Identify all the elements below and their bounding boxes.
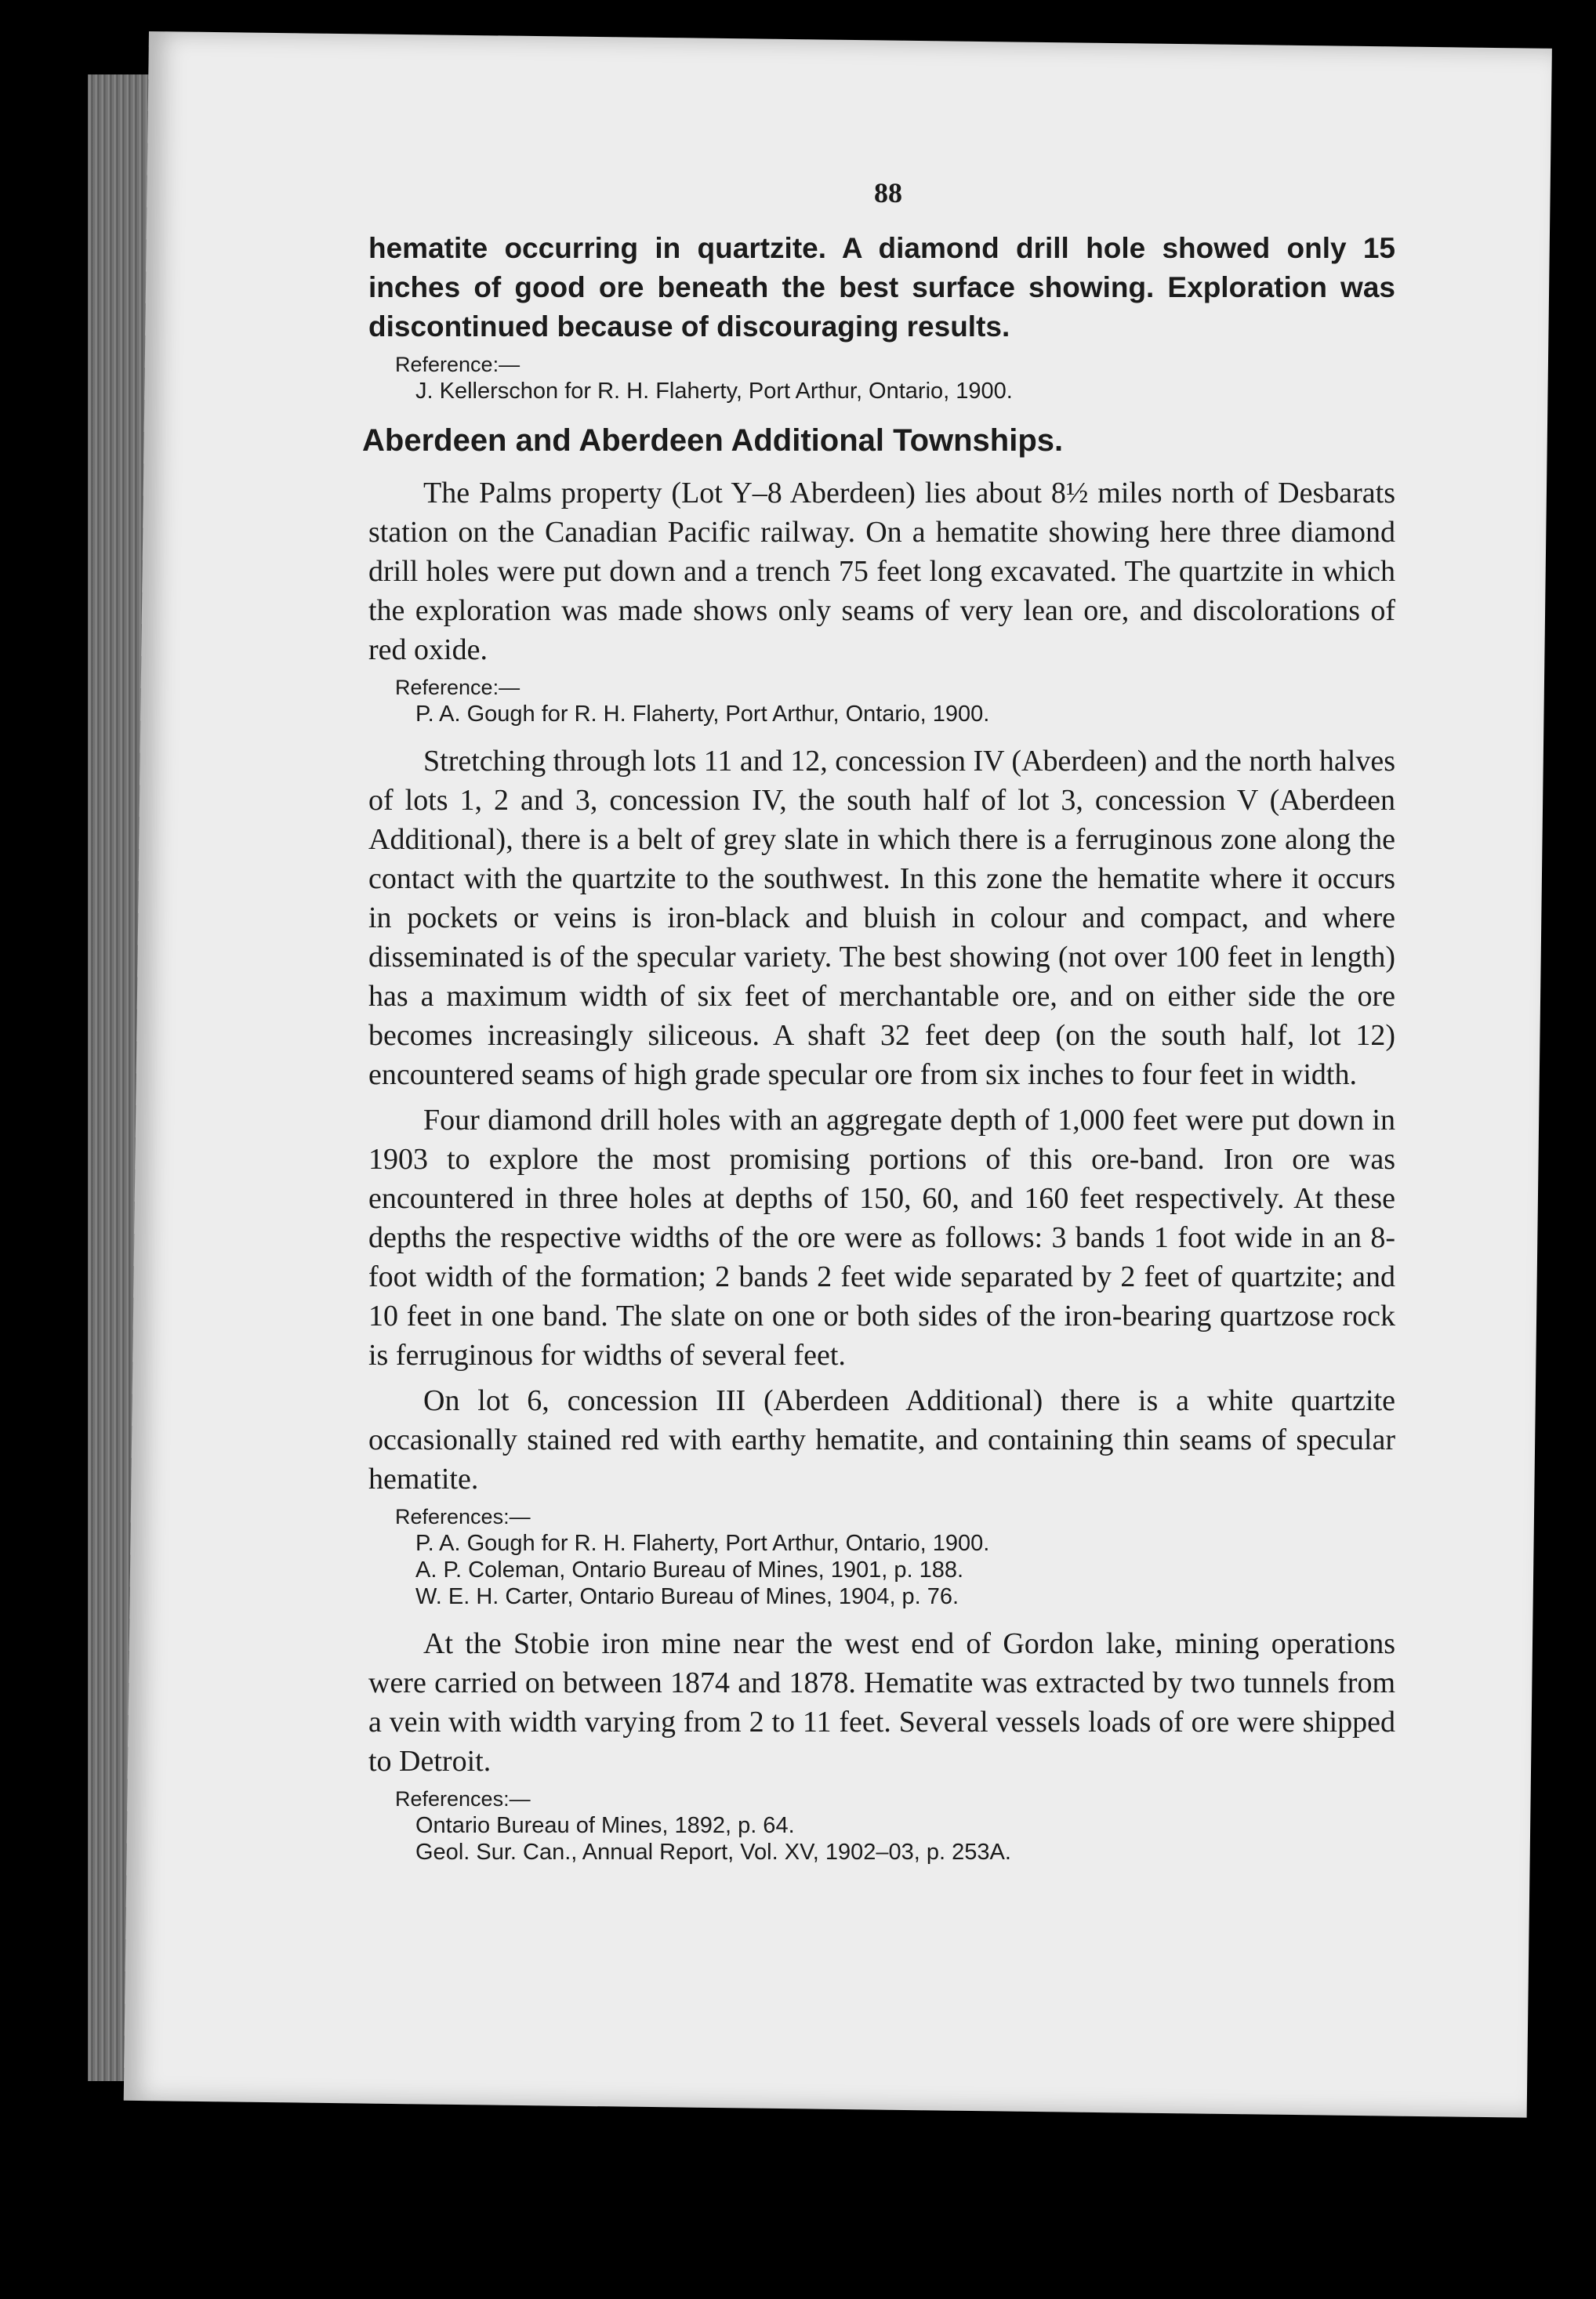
reference-line: P. A. Gough for R. H. Flaherty, Port Arthur, Ontario, 1900. xyxy=(415,1531,990,1556)
reference-line: J. Kellerschon for R. H. Flaherty, Port Arthur, Ontario, 1900. xyxy=(415,379,1013,404)
slate-belt-paragraph: Stretching through lots 11 and 12, concession IV (Aberdeen) and the north halves of lots 1, 2 and 3, concession IV, the south half of lot 3, concession V (Aberdeen Additional), there is a belt of grey slate in which there is a ferruginous zone along the contact with the quartzite to the southwest. In this zone the hematite where it occurs in pockets or veins is iron-black and bluish in colour and compact, and where disseminated is of the specular variety. The best showing (not over 100 feet in length) has a maximum width of six feet of merchantable ore, and on either side the ore becomes increasingly siliceous. A shaft 32 feet deep (on the south half, lot 12) encountered seams of high grade specular ore from six inches to four feet in width. xyxy=(368,745,1395,1091)
stobie-references xyxy=(368,1786,1395,1866)
reference-line: W. E. H. Carter, Ontario Bureau of Mines, 1904, p. 76. xyxy=(415,1584,959,1609)
intro-references xyxy=(368,351,1395,404)
lot-six-references xyxy=(368,1503,1395,1610)
reference-line: Ontario Bureau of Mines, 1892, p. 64. xyxy=(415,1813,795,1838)
intro-paragraph: hematite occurring in quartzite. A diamond drill hole showed only 15 inches of good ore beneath the best surface showing. Exploration was discontinued because of discouraging results. xyxy=(368,232,1395,343)
section-heading: Aberdeen and Aberdeen Additional Townships. xyxy=(362,423,1064,458)
reference-line: A. P. Coleman, Ontario Bureau of Mines, 1901, p. 188. xyxy=(415,1557,964,1583)
drill-holes-paragraph: Four diamond drill holes with an aggregate depth of 1,000 feet were put down in 1903 to explore the most promising portions of this ore-band. Iron ore was encountered in three holes at depths of 150, 60, and 160 feet respectively. At these depths the respective widths of the ore were as follows: 3 bands 1 foot wide in an 8-foot width of the formation; 2 bands 2 feet wide separated by 2 feet of quartzite; and 10 feet in one band. The slate on one or both sides of the iron-bearing quartzose rock is ferruginous for widths of several feet. xyxy=(368,1104,1395,1372)
palms-property-paragraph: The Palms property (Lot Y–8 Aberdeen) lies about 8½ miles north of Desbarats station on the Canadian Pacific railway. On a hematite showing here three diamond drill holes were put down and a trench 75 feet long excavated. The quartzite in which the exploration was made shows only seams of very lean ore, and discolorations of red oxide. xyxy=(368,477,1395,666)
reference-label: References:— xyxy=(395,1505,531,1528)
reference-label: References:— xyxy=(395,1787,531,1811)
palms-references xyxy=(368,674,1395,727)
reference-label: Reference:— xyxy=(395,353,521,376)
reference-line: Geol. Sur. Can., Annual Report, Vol. XV, 1902–03, p. 253A. xyxy=(415,1840,1011,1865)
page-content xyxy=(362,229,1395,1880)
page-number: 88 xyxy=(874,177,902,209)
reference-label: Reference:— xyxy=(395,676,521,699)
lot-six-paragraph: On lot 6, concession III (Aberdeen Additional) there is a white quartzite occasionally stained red with earthy hematite, and containing thin seams of specular hematite. xyxy=(368,1384,1395,1496)
reference-line: P. A. Gough for R. H. Flaherty, Port Arthur, Ontario, 1900. xyxy=(415,702,990,727)
stobie-mine-paragraph: At the Stobie iron mine near the west end of Gordon lake, mining operations were carried on between 1874 and 1878. Hematite was extracted by two tunnels from a vein with width varying from 2 to 11 feet. Several vessels loads of ore were shipped to Detroit. xyxy=(368,1627,1395,1778)
